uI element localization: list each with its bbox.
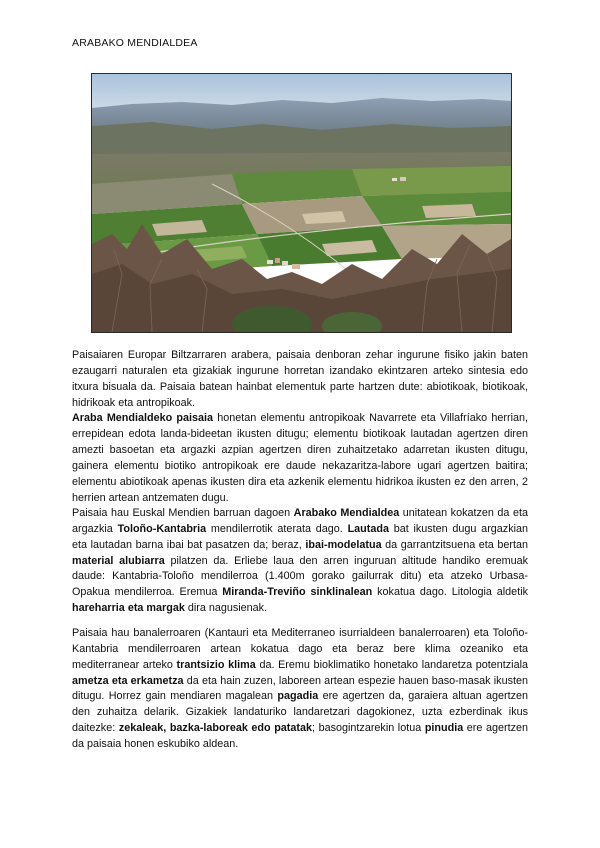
p3-s5: ; basogintzarekin lotua (312, 722, 425, 735)
paragraph-2 (72, 506, 528, 617)
p3-b2: ametza eta erkametza (72, 674, 184, 687)
p2-s8: dira nagusienak. (184, 602, 268, 615)
p3-s6: ere agertzen da paisaia honen eskubiko aldean. (72, 722, 528, 750)
landscape-photo (91, 73, 512, 333)
p2-b3: Lautada (347, 522, 389, 535)
p2-s6: pilatzen da. Erliebe laua den arren inguruan altitude handiko eremuak daude: Kantabria-Toloño mendilerroa (1.400m gorako gailurrak ditu) eta atzeko Urbasa-Opakua mendilerroa. Eremua (72, 554, 528, 599)
p1-bold-1: Araba Mendialdeko paisaia (72, 412, 214, 425)
p3-s3: da eta hain zuzen, laboreen artean espezie hauen baso-masak ikusten ditugu. Horrez gain mendiaren magalean (72, 674, 528, 703)
p3-b5: pinudia (424, 722, 464, 735)
landscape-photo-illustration (92, 74, 511, 332)
p3-s4: ere agertzen da, garaiera altuan agertzen den zuhaitza delarik. Gizakiek landaturiko landaretzari dagokionez, uzta ezberdinak ikus daitezke: (72, 690, 528, 735)
p1-sentence-1: Paisaiaren Europar Biltzarraren arabera, paisaia denboran zehar ingurune fisiko jakin baten ezaugarri naturalen eta gizakiak ingurune horretan izandako ekintzaren arteko sintesia edo itxura bisuala da. Paisaia batean hainbat elementuk parte hartzen dute: abiotikoak, biotikoak, hidrikoak eta antropikoak. (72, 349, 528, 409)
p2-b6: Miranda-Treviño sinklinalean (222, 586, 373, 599)
p2-s4: bat ikusten dugu argazkian eta lautadan barna ibai bat pasatzen da; beraz, (72, 522, 528, 551)
p1-sentence-2: honetan elementu antropikoak Navarrete eta Villafríako herrian, errepidean edota landa-bideetan ikusten ditugu; elementu biotikoak lautadan agertzen diren amezti basoetan eta argazki azpian agertzen diren zuhaitzetako adarretan ikusten ditugu, gainera elementu biotiko antropikoak ere daude nekazaritza-labore ugari agertzen baitira; elementu abiotikoak apenas ikusten dira eta azkenik elementu hidrikoa ikusten ez den arren, 2 herrien artean antzematen dugu. (72, 412, 528, 504)
p2-b2: Toloño-Kantabria (117, 522, 207, 535)
p3-s1: Paisaia hau banalerroaren (Kantauri eta Mediterraneo isurrialdeen banalerroaren) eta Toloño-Kantabria mendilerroaren artean kokatua dago eta beraz bere klima ozeaniko eta mediterranear arteko (72, 627, 528, 671)
p3-b4: zekaleak, bazka-laboreak edo patatak (118, 722, 313, 735)
p3-b1: trantsizio klima (176, 658, 256, 671)
p2-s7: kokatua dago. Litologia aldetik (372, 586, 528, 599)
p2-b7: hareharria eta margak (72, 602, 185, 615)
p2-b1: Arabako Mendialdea (293, 507, 400, 519)
paragraph-3 (72, 626, 528, 753)
p2-s2: unitatean kokatzen da eta argazkia (72, 507, 528, 535)
page-title: ARABAKO MENDIALDEA (72, 37, 198, 49)
p3-s2: da. Eremu bioklimatiko honetako landaretza potentziala (255, 658, 528, 671)
p2-s3: mendilerrotik aterata dago. (206, 522, 348, 535)
paragraph-1 (72, 348, 528, 506)
p2-b5: material alubiarra (72, 554, 165, 567)
p2-s1: Paisaia hau Euskal Mendien barruan dagoen (72, 507, 294, 519)
p2-b4: ibai-modelatua (305, 538, 382, 551)
p3-b3: pagadia (277, 690, 319, 703)
p2-s5: da garrantzitsuena eta bertan (381, 538, 528, 551)
